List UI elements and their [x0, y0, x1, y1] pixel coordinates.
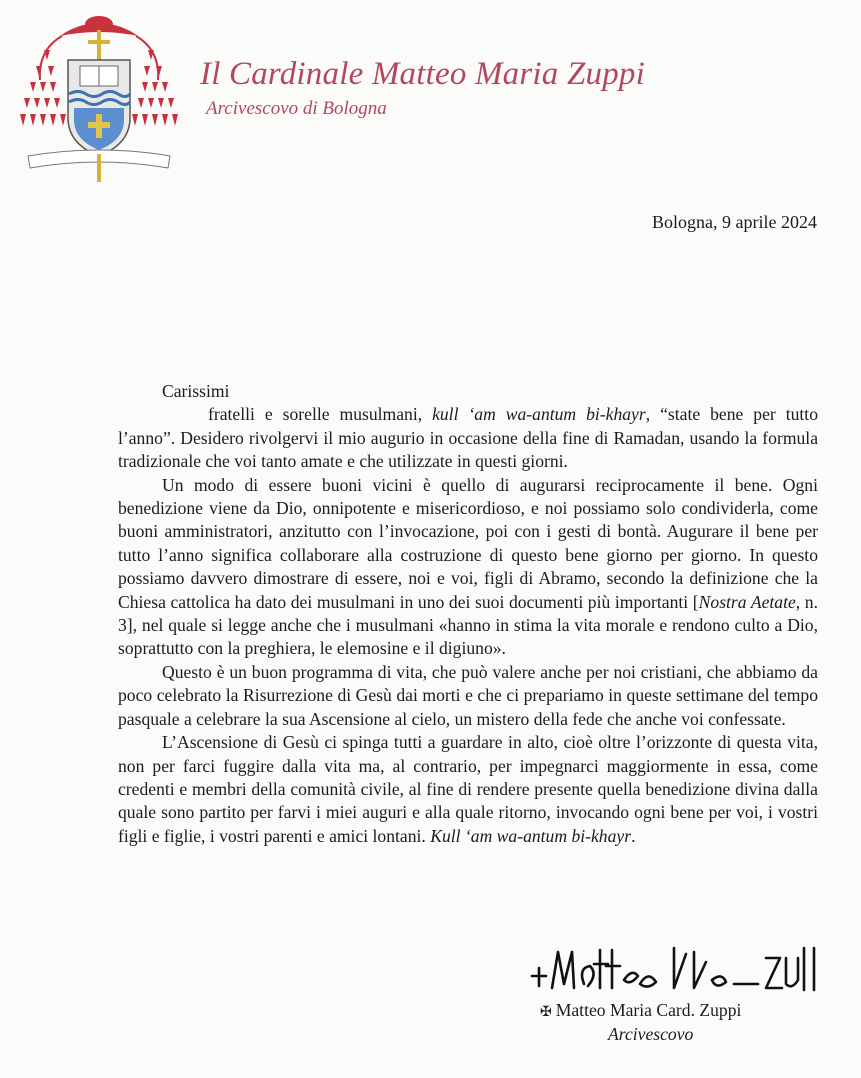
coat-of-arms-icon [18, 10, 180, 188]
letter-date: Bologna, 9 aprile 2024 [652, 212, 817, 232]
paragraph-1 [118, 403, 818, 473]
letter-body [118, 380, 818, 848]
letterhead-subtitle: Arcivescovo di Bologna [206, 98, 387, 119]
signer-name [540, 1000, 780, 1021]
signer-role: Arcivescovo [608, 1024, 694, 1044]
paragraph-3: Questo è un buon programma di vita, che può valere anche per noi cristiani, che abbiamo da poco celebrato la Risurrezione di Gesù dai morti e che ci prepariamo in queste settimane del tempo pasquale a celebrare la sua Ascensione al cielo, un mistero della fede che anche voi confessate. [118, 661, 818, 729]
paragraph-4 [118, 731, 818, 848]
paragraph-2-text-a: Un modo di essere buoni vicini è quello di augurarsi reciprocamente il bene. Ogni benedizione viene da Dio, onnipotente e misericordioso, e noi possiamo solo condividerla, come buoni amministratori, anzitutto con l’invocazione, poi con i gesti di bontà. Augurare il bene per tutto l’anno significa collaborare alla costruzione di questo bene giorno per giorno. In questo possiamo davvero dimostrare di essere, noi e voi, figli di Abramo, secondo la definizione che la Chiesa cattolica ha dato dei musulmani in uno dei suoi documenti più importanti [ [118, 474, 818, 612]
paragraph-4-text-a: L’Ascensione di Gesù ci spinga tutti a guardare in alto, cioè oltre l’orizzonte di questa vita, non per farci fuggire dalla vita ma, al contrario, per impegnarci maggiormente in essa, come credenti e membri della comunità civile, al fine di rendere presente quella benedizione divina dalla quale sono partito per farvi i miei auguri e alla quale ritorno, invocando ogni bene per voi, i vostri figli e figlie, i vostri parenti e amici lontani. [118, 732, 818, 846]
paragraph-1-text-c: , “state bene per tutto l’anno”. Desidero rivolgervi il mio augurio in occasione della fine di Ramadan, usando la formula tradizionale che voi tanto amate e che utilizzate in questi giorni. [118, 404, 818, 472]
signer-name-text: Matteo Maria Card. Zuppi [555, 1000, 742, 1020]
paragraph-4-greeting: Kull ‘am wa-antum bi-khayr [430, 825, 632, 846]
handwritten-signature-icon [528, 944, 818, 1000]
maltese-cross-icon: ✠ [540, 1005, 552, 1020]
paragraph-1-greeting: kull ‘am wa-antum bi-khayr [432, 404, 646, 425]
paragraph-4-text-c: . [631, 825, 636, 846]
letterhead-title: Il Cardinale Matteo Maria Zuppi [200, 56, 645, 92]
paragraph-2-text-c: , n. 3], nel quale si legge anche che i musulmani «hanno in stima la vita morale e rendono culto a Dio, soprattutto con la preghiera, le elemosine e il digiuno». [118, 591, 818, 659]
paragraph-2-citation: Nostra Aetate [698, 591, 796, 612]
paragraph-1-text-a: fratelli e sorelle musulmani, [208, 404, 433, 425]
paragraph-2 [118, 474, 818, 661]
salutation: Carissimi [162, 381, 230, 401]
